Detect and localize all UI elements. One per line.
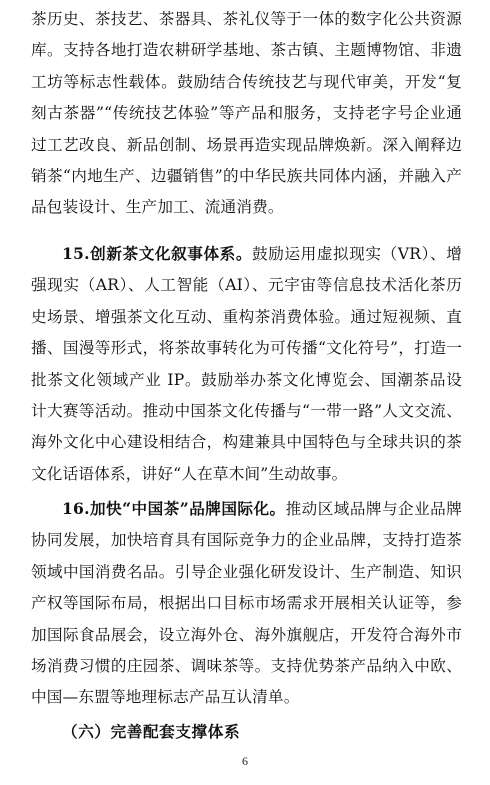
page-number: 6 — [242, 754, 248, 768]
paragraph-china-tea-brand — [31, 493, 462, 714]
paragraph-tea-culture-narrative — [31, 238, 462, 490]
paragraph-text: 茶历史、茶技艺、茶器具、茶礼仪等于一体的数字化公共资源库。支持各地打造农耕研学基地、茶古镇、主题博物馆、非遗工坊等标志性载体。鼓励结合传统技艺与现代审美，开发“复刻古茶器”“传统技艺体验”等产品和服务，支持老字号企业通过工艺改良、新品创制、场景再造实现品牌焕新。深入阐释边销茶“内地生产、边疆销售”的中华民族共同体内涵，并融入产品包装设计、生产加工、流通消费。 — [31, 10, 462, 217]
paragraph-tea-heritage — [31, 4, 462, 224]
paragraph-text: 鼓励运用虚拟现实（VR）、增强现实（AR）、人工智能（AI）、元宇宙等信息技术活化茶历史场景、增强茶文化互动、重构茶消费体验。通过短视频、直播、国漫等形式，将茶故事转化为可传播“文化符号”，打造一批茶文化领域产业 IP。鼓励举办茶文化博览会、国潮茶品设计大赛等活动。推动中国茶文化传播与“一带一路”人文交流、海外文化中心建设相结合，构建兼具中国特色与全球共识的茶文化话语体系，讲好“人在草木间”生动故事。 — [31, 245, 462, 483]
paragraph-text: 推动区域品牌与企业品牌协同发展，加快培育具有国际竞争力的企业品牌，支持打造茶领域中国消费名品。引导企业强化研发设计、生产制造、知识产权等国际布局，根据出口目标市场需求开展相关认证等，参加国际食品展会，设立海外仓、海外旗舰店，开发符合海外市场消费习惯的庄园茶、调味茶等。支持优势茶产品纳入中欧、中国—东盟等地理标志产品互认清单。 — [31, 500, 462, 707]
item-15-heading: 15.创新茶文化叙事体系。 — [62, 244, 253, 263]
section-heading: （六）完善配套支撑体系 — [62, 722, 241, 741]
item-16-heading: 16.加快“中国茶”品牌国际化。 — [62, 499, 286, 518]
